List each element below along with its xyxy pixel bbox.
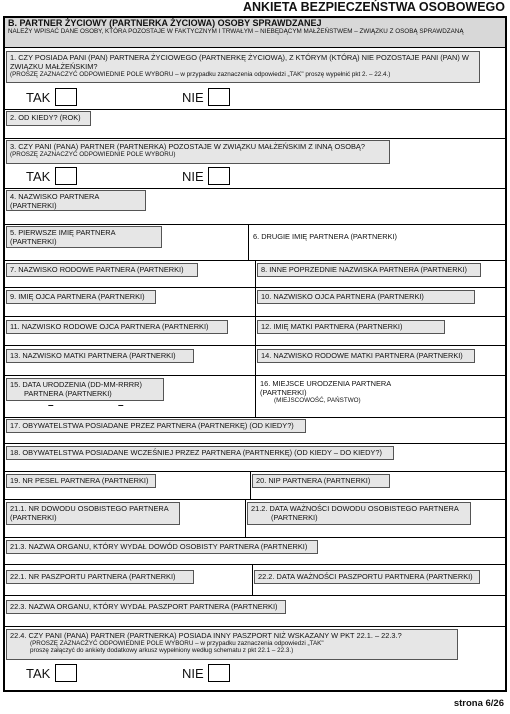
q8-label: 8. INNE POPRZEDNIE NAZWISKA PARTNERA (PARTNERKI) [257,263,481,277]
divider [5,595,505,596]
q22-4-no-checkbox[interactable] [208,664,230,682]
column-divider [250,471,251,499]
q3-yes-checkbox[interactable] [55,167,77,185]
column-divider [255,260,256,287]
q5-sub: (PARTNERKI) [10,237,57,246]
q1-yes-checkbox[interactable] [55,88,77,106]
q3-hint: (PROSZĘ ZAZNACZYĆ ODPOWIEDNIE POLE WYBORU) [10,151,176,158]
q15-label-text: 15. DATA URODZENIA (DD-MM-RRRR) [10,380,142,389]
divider [5,443,505,444]
q9-label: 9. IMIĘ OJCA PARTNERA (PARTNERKI) [6,290,156,304]
divider [5,224,505,225]
date-separator: – [118,400,124,411]
column-divider [255,375,256,417]
q22-1-label: 22.1. NR PASZPORTU PARTNERA (PARTNERKI) [6,570,194,584]
divider [5,471,505,472]
q21-1-label [6,502,180,525]
q1-hint: (PROSZĘ ZAZNACZYĆ ODPOWIEDNIE POLE WYBORU – w przypadku zaznaczenia odpowiedzi „TAK" proszę wypełnić pkt 2. – 22.4.) [10,71,391,78]
q3-yes-label: TAK [26,169,51,184]
q1-no-checkbox[interactable] [208,88,230,106]
q21-2-label [247,502,471,525]
q14-label: 14. NAZWISKO RODOWE MATKI PARTNERA (PARTNERKI) [257,349,475,363]
document-title: ANKIETA BEZPIECZEŃSTWA OSOBOWEGO [242,0,505,14]
q22-2-label: 22.2. DATA WAŻNOŚCI PASZPORTU PARTNERA (PARTNERKI) [254,570,480,584]
divider [5,537,505,538]
divider [5,188,505,189]
q19-label: 19. NR PESEL PARTNERA (PARTNERKI) [6,474,156,488]
q22-3-label: 22.3. NAZWA ORGANU, KTÓRY WYDAŁ PASZPORT PARTNERA (PARTNERKI) [6,600,286,614]
q21-2-sub: (PARTNERKI) [271,513,318,522]
q21-1-label-text: 21.1. NR DOWODU OSOBISTEGO PARTNERA [10,504,169,513]
q16-sub: (MIEJSCOWOŚĆ, PAŃSTWO) [274,397,361,404]
q7-label: 7. NAZWISKO RODOWE PARTNERA (PARTNERKI) [6,263,198,277]
q6-label: 6. DRUGIE IMIĘ PARTNERA (PARTNERKI) [253,232,398,241]
q3-label [6,140,390,164]
q16-label-text: 16. MIEJSCE URODZENIA PARTNERA (PARTNERKI) [260,379,391,397]
q22-4-label [6,629,458,660]
q13-label: 13. NAZWISKO MATKI PARTNERA (PARTNERKI) [6,349,194,363]
q1-label-text: 1. CZY POSIADA PANI (PAN) PARTNERA ŻYCIOWEGO (PARTNERKĘ ŻYCIOWĄ), Z KTÓRYM (KTÓRĄ) NIE POZOSTAJE PANI (PAN) W ZWIĄZKU MAŁŻEŃSKIM? [10,53,469,71]
q22-4-hint-2: proszę załączyć do ankiety dodatkowy arkusz wypełniony według schematu z pkt 22.1 – 22.3.) [30,647,294,654]
divider [5,138,505,139]
q5-label-text: 5. PIERWSZE IMIĘ PARTNERA [10,228,116,237]
q1-no-label: NIE [182,90,204,105]
q21-3-label: 21.3. NAZWA ORGANU, KTÓRY WYDAŁ DOWÓD OSOBISTY PARTNERA (PARTNERKI) [6,540,318,554]
q21-1-sub: (PARTNERKI) [10,513,57,522]
divider [5,417,505,418]
section-note: NALEŻY WPISAĆ DANE OSOBY, KTÓRA POZOSTAJE W FAKTYCZNYM I TRWAŁYM – NIEBĘDĄCYM MAŁŻEŃSTWEM – ZWIĄZKU Z OSOBĄ SPRAWDZANĄ [8,28,464,35]
q22-4-yes-checkbox[interactable] [55,664,77,682]
column-divider [255,316,256,345]
q4-label-text: 4. NAZWISKO PARTNERA [10,192,100,201]
q1-yes-label: TAK [26,90,51,105]
q17-label: 17. OBYWATELSTWA POSIADANE PRZEZ PARTNERA (PARTNERKĘ) (OD KIEDY?) [6,419,306,433]
q3-no-checkbox[interactable] [208,167,230,185]
divider [5,564,505,565]
q1-label [6,51,480,83]
q10-label: 10. NAZWISKO OJCA PARTNERA (PARTNERKI) [257,290,475,304]
column-divider [245,499,246,537]
q4-label [6,190,146,211]
q4-sub: (PARTNERKI) [10,201,57,210]
q20-label: 20. NIP PARTNERA (PARTNERKI) [252,474,390,488]
column-divider [252,564,253,595]
section-title: B. PARTNER ŻYCIOWY (PARTNERKA ŻYCIOWA) OSOBY SPRAWDZANEJ [8,18,322,28]
q21-2-label-text: 21.2. DATA WAŻNOŚCI DOWODU OSOBISTEGO PARTNERA [251,504,459,513]
divider [5,626,505,627]
divider [5,499,505,500]
q11-label: 11. NAZWISKO RODOWE OJCA PARTNERA (PARTNERKI) [6,320,228,334]
column-divider [255,345,256,375]
page-number: strona 6/26 [453,698,504,709]
q18-label: 18. OBYWATELSTWA POSIADANE WCZEŚNIEJ PRZEZ PARTNERA (PARTNERKĘ) (OD KIEDY – DO KIEDY?) [6,446,394,460]
q2-label: 2. OD KIEDY? (ROK) [6,111,91,126]
q22-4-no-label: NIE [182,666,204,681]
date-separator: – [48,400,54,411]
q22-4-label-text: 22.4. CZY PANI (PANA) PARTNER (PARTNERKA) POSIADA INNY PASZPORT NIŻ WSKAZANY W PKT 22.1. – 22.3.? [10,631,402,640]
q3-label-text: 3. CZY PANI (PANA) PARTNER (PARTNERKA) POZOSTAJE W ZWIĄZKU MAŁŻEŃSKIM Z INNĄ OSOBĄ? [10,142,365,151]
q22-4-hint-1: (PROSZĘ ZAZNACZYĆ ODPOWIEDNIE POLE WYBORU – w przypadku zaznaczenia odpowiedzi „TAK" [30,640,324,647]
q22-4-yes-label: TAK [26,666,51,681]
q5-label [6,226,162,248]
q16-label [257,378,437,404]
q3-no-label: NIE [182,169,204,184]
q15-sub: PARTNERA (PARTNERKI) [24,389,112,398]
q12-label: 12. IMIĘ MATKI PARTNERA (PARTNERKI) [257,320,445,334]
column-divider [248,224,249,260]
q15-label [6,378,164,401]
column-divider [255,287,256,316]
divider [5,109,505,110]
